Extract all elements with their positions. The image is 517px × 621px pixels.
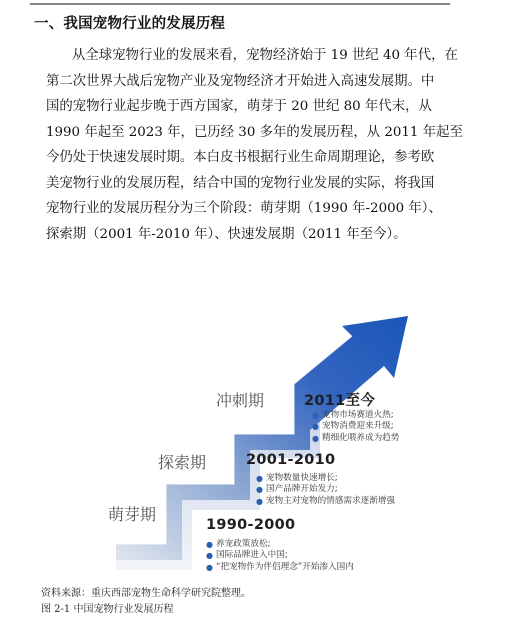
bullet-dot-icon: ● xyxy=(206,562,213,572)
period-2001-2010: 2001-2010 xyxy=(246,452,336,468)
list-item: ● 宠物主对宠物的情感需求逐渐增强 xyxy=(256,495,395,506)
bullet-dot-icon: ● xyxy=(312,422,319,432)
paragraph-line: 宠物行业的发展历程分为三个阶段：萌芽期（1990 年-2000 年）、 xyxy=(46,201,442,216)
list-item: ● 宠物数量快速增长; xyxy=(256,473,338,483)
bullet-dot-icon: ● xyxy=(256,485,263,495)
bullet-dot-icon: ● xyxy=(312,411,319,420)
bullet-dot-icon: ● xyxy=(312,433,319,443)
list-item: ● 宠物市场赛道火热; xyxy=(312,410,394,420)
period-1990-2000: 1990-2000 xyxy=(206,517,296,533)
paragraph-line: 1990 年起至 2023 年，已历经 30 多年的发展历程，从 2011 年起至 xyxy=(46,124,463,140)
paragraph-line: 从全球宠物行业的发展来看，宠物经济始于 19 世纪 40 年代，在 xyxy=(72,48,458,63)
paragraph-line: 国的宠物行业起步晚于西方国家，萌芽于 20 世纪 80 年代末，从 xyxy=(46,99,432,114)
list-item: ● 养宠政策放松; xyxy=(206,539,271,549)
period-2011-present: 2011至今 xyxy=(304,393,376,409)
body-paragraph xyxy=(46,43,474,247)
stage-name-sprint: 冲刺期 xyxy=(216,391,265,410)
previous-page-text-fragment xyxy=(30,0,450,5)
bullet-dot-icon: ● xyxy=(206,540,213,549)
stage-name-sprout: 萌芽期 xyxy=(108,505,157,524)
list-item: ● 宠物消费迎来升级; xyxy=(312,421,394,432)
bullets-2011-present xyxy=(312,410,399,444)
bullet-dot-icon: ● xyxy=(256,496,263,506)
list-item: ● 精细化喂养成为趋势 xyxy=(312,432,400,443)
paragraph-line: 第二次世界大战后宠物产业及宠物经济才开始进入高速发展期。中 xyxy=(46,73,435,89)
list-item: ● “把宠物作为伴侣理念”开始渗入国内 xyxy=(206,561,354,572)
figure-source: 资料来源：重庆西部宠物生命科学研究院整理。 xyxy=(41,588,251,599)
section-heading: 一、我国宠物行业的发展历程 xyxy=(34,16,226,32)
bullet-dot-icon: ● xyxy=(256,474,263,483)
paragraph-line: 今仍处于快速发展时期。本白皮书根据行业生命周期理论，参考欧 xyxy=(46,150,435,165)
paragraph-line: 探索期（2001 年-2010 年）、快速发展期（2011 年至今）。 xyxy=(46,226,407,242)
bullet-dot-icon: ● xyxy=(206,551,213,561)
stage-name-explore: 探索期 xyxy=(158,453,207,472)
list-item: ● 国际品牌进入中国; xyxy=(206,550,288,561)
paragraph-line: 美宠物行业的发展历程，结合中国的宠物行业发展的实际，将我国 xyxy=(46,175,435,191)
figure-caption: 图 2-1 中国宠物行业发展历程 xyxy=(41,604,174,615)
development-stages-figure xyxy=(96,312,436,582)
list-item: ● 国产品牌开始发力; xyxy=(256,484,338,495)
bullets-1990-2000 xyxy=(206,539,354,573)
bullets-2001-2010 xyxy=(256,473,395,507)
